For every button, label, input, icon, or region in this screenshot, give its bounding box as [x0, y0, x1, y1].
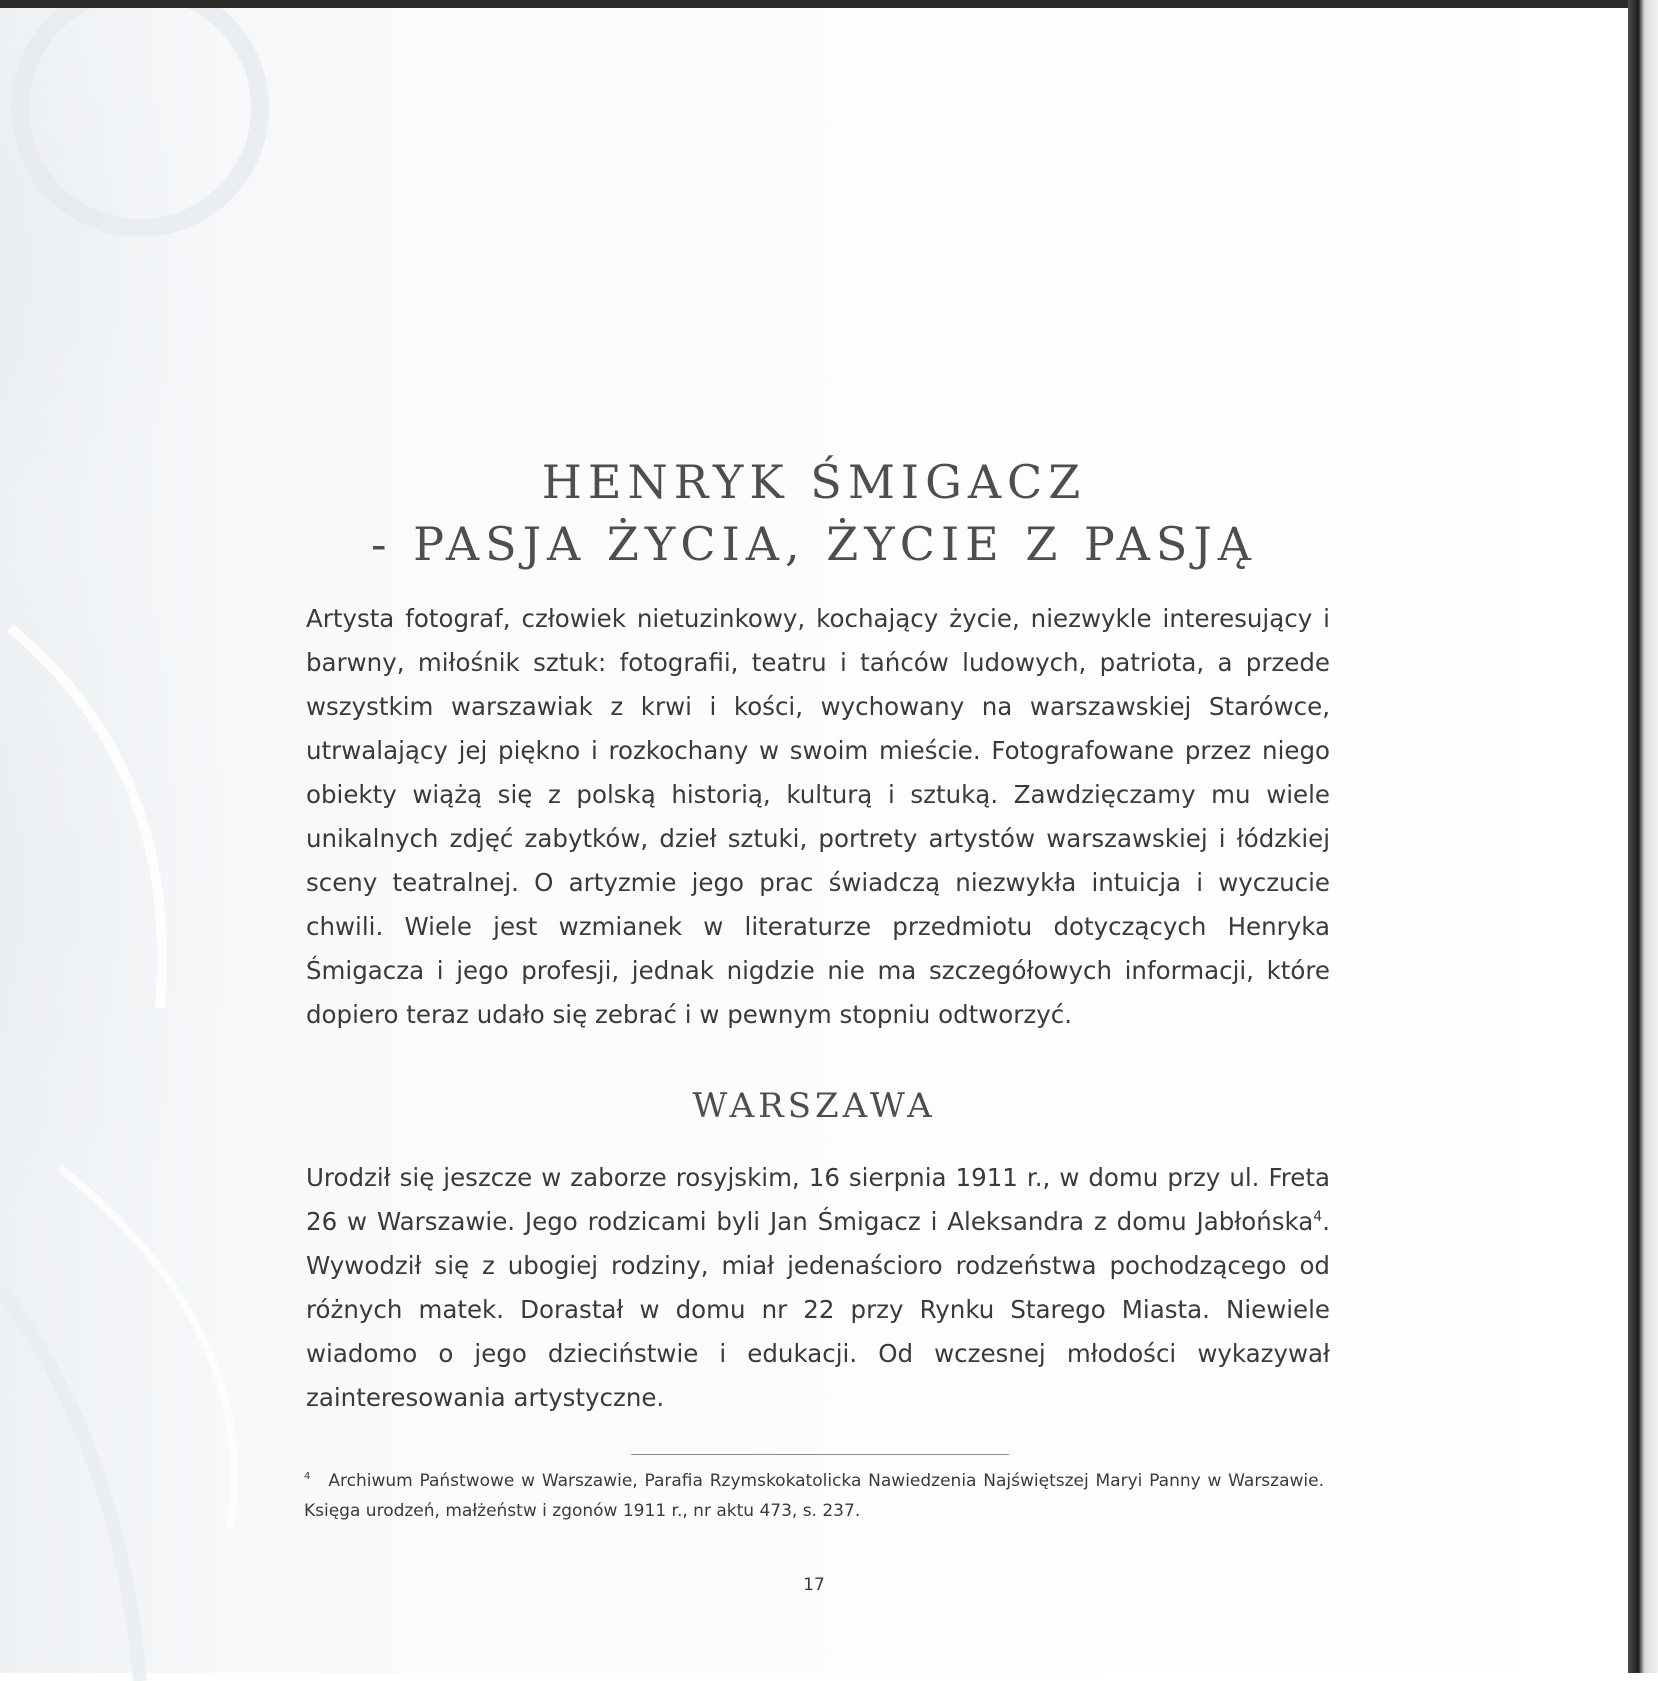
- footnote-divider: [631, 1454, 1009, 1455]
- intro-paragraph: Artysta fotograf, człowiek nietuzinkowy, kochający życie, niezwykle interesujący i barwny, miłośnik sztuk: fotografii, teatru i tańców ludowych, patriota, a przede wszystkim warszawiak z krwi i kości, wychowany na warszawskiej Starówce, utrwalający jej piękno i rozkochany w swoim mieście. Fotografowane przez niego obiekty wiążą się z polską historią, kulturą i sztuką. Zawdzięczamy mu wiele unikalnych zdjęć zabytków, dzieł sztuki, portrety artystów warszawskiej i łódzkiej sceny teatralnej. O artyzmie jego prac świadczą niezwykła intuicja i wyczucie chwili. Wiele jest wzmianek w literaturze przedmiotu dotyczących Henryka Śmigacza i jego profesji, jednak nigdzie nie ma szczegółowych informacji, które dopiero teraz udało się zebrać i w pewnym stopniu odtworzyć.: [306, 604, 1330, 1029]
- section-paragraph-part-2: . Wywodził się z ubogiej rodziny, miał jedenaścioro rodzeństwa pochodzącego od różnych matek. Dorastał w domu nr 22 przy Rynku Starego Miasta. Niewiele wiadomo o jego dzieciństwie i edukacji. Od wczesnej młodości wykazywał zainteresowania artystyczne.: [306, 1207, 1330, 1412]
- section-heading: WARSZAWA: [692, 1086, 936, 1126]
- chapter-title-line-2: - PASJA ŻYCIA, ŻYCIE Z PASJĄ: [370, 516, 1258, 571]
- section-paragraph-part-1: Urodził się jeszcze w zaborze rosyjskim, 16 sierpnia 1911 r., w domu przy ul. Freta 26 w Warszawie. Jego rodzicami byli Jan Śmigacz i Aleksandra z domu Jabłońska: [306, 1163, 1330, 1236]
- chapter-title-line-1: HENRYK ŚMIGACZ: [541, 454, 1087, 509]
- footnote: [304, 1466, 1324, 1526]
- footnote-number: 4: [304, 1471, 311, 1483]
- page-edge-shadow: [1628, 0, 1658, 1673]
- footnote-text: Archiwum Państwowe w Warszawie, Parafia Rzymskokatolicka Nawiedzenia Najświętszej Maryi Panny w Warszawie. Księga urodzeń, małżeństw i zgonów 1911 r., nr aktu 473, s. 237.: [304, 1471, 1324, 1521]
- section-paragraph: [306, 1156, 1330, 1420]
- page-number: 17: [803, 1575, 825, 1595]
- footnote-reference: 4: [1313, 1208, 1323, 1225]
- chapter-title: [0, 451, 1628, 575]
